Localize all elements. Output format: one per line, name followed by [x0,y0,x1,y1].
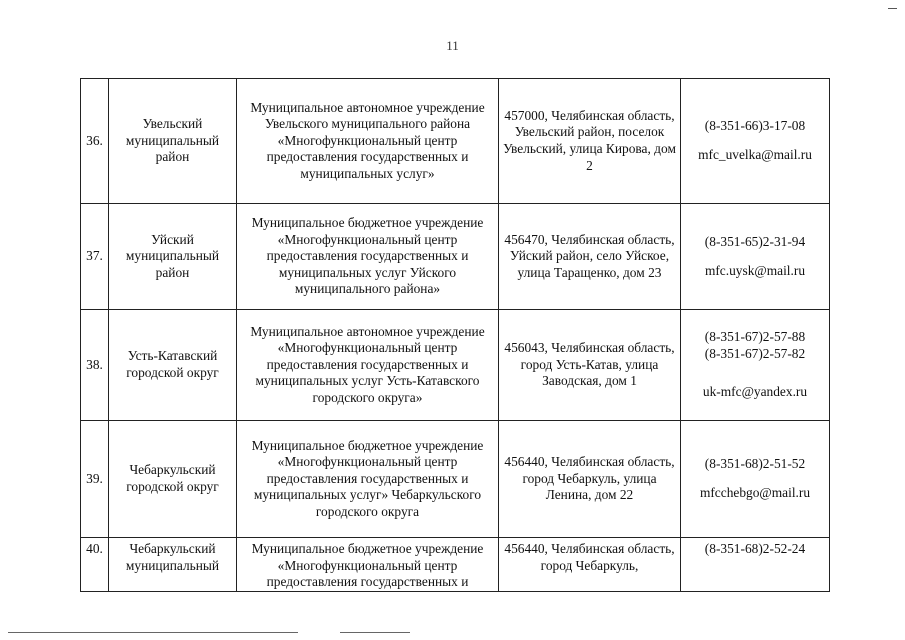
organization-cell: Муниципальное бюджетное учреждение «Многофункциональный центр предоставления государственных и муниципальных услуг Уйского муниципального района» [237,204,499,310]
contact-cell [681,310,830,421]
table-row [81,538,830,592]
municipality-cell: Чебаркульский муниципальный [109,538,237,592]
organization-cell: Муниципальное автономное учреждение Увельского муниципального района «Многофункциональный центр предоставления государственных и муниципальных услуг» [237,79,499,204]
scan-edge-line [340,632,410,633]
table-row [81,421,830,538]
scan-mark [888,8,897,9]
phone-number: (8-351-66)3-17-08 [704,118,806,134]
phone-number: (8-351-68)2-52-24 [704,541,806,556]
mfc-registry-table [80,78,830,592]
address-cell: 456470, Челябинская область, Уйский район, село Уйское, улица Таращенко, дом 23 [499,204,681,310]
contact-cell [681,421,830,538]
organization-cell: Муниципальное автономное учреждение «Многофункциональный центр предоставления государственных и муниципальных услуг Усть-Катавского городского округа» [237,310,499,421]
row-number: 36. [81,79,109,204]
address-cell: 456043, Челябинская область, город Усть-Катав, улица Заводская, дом 1 [499,310,681,421]
row-number: 37. [81,204,109,310]
row-number: 38. [81,310,109,421]
municipality-cell: Чебаркульский городской округ [109,421,237,538]
email-address: mfc.uysk@mail.ru [704,262,806,278]
phone-number: (8-351-67)2-57-88 [704,329,806,345]
address-cell: 457000, Челябинская область, Увельский район, поселок Увельский, улица Кирова, дом 2 [499,79,681,204]
contact-cell [681,204,830,310]
email-address: mfcchebgo@mail.ru [699,485,811,500]
row-number: 39. [81,421,109,538]
address-cell: 456440, Челябинская область, город Чебаркуль, [499,538,681,592]
table-row [81,310,830,421]
table-row [81,204,830,310]
municipality-cell: Уйский муниципальный район [109,204,237,310]
municipality-cell: Увельский муниципальный район [109,79,237,204]
contact-cell [681,79,830,204]
row-number: 40. [81,538,109,592]
phone-number: (8-351-67)2-57-82 [704,345,806,361]
email-address: mfc_uvelka@mail.ru [698,147,812,162]
page-number: 11 [446,38,459,53]
contact-cell [681,538,830,592]
scan-edge-line [8,632,298,633]
table-row [81,79,830,204]
organization-cell: Муниципальное бюджетное учреждение «Многофункциональный центр предоставления государственных и муниципальных услуг» Чебаркульского городского округа [237,421,499,538]
email-address: uk-mfc@yandex.ru [702,384,808,400]
phone-number: (8-351-68)2-51-52 [704,456,806,472]
organization-cell: Муниципальное бюджетное учреждение «Многофункциональный центр предоставления государственных и [237,538,499,592]
phone-number: (8-351-65)2-31-94 [704,233,806,249]
address-cell: 456440, Челябинская область, город Чебаркуль, улица Ленина, дом 22 [499,421,681,538]
municipality-cell: Усть-Катавский городской округ [109,310,237,421]
